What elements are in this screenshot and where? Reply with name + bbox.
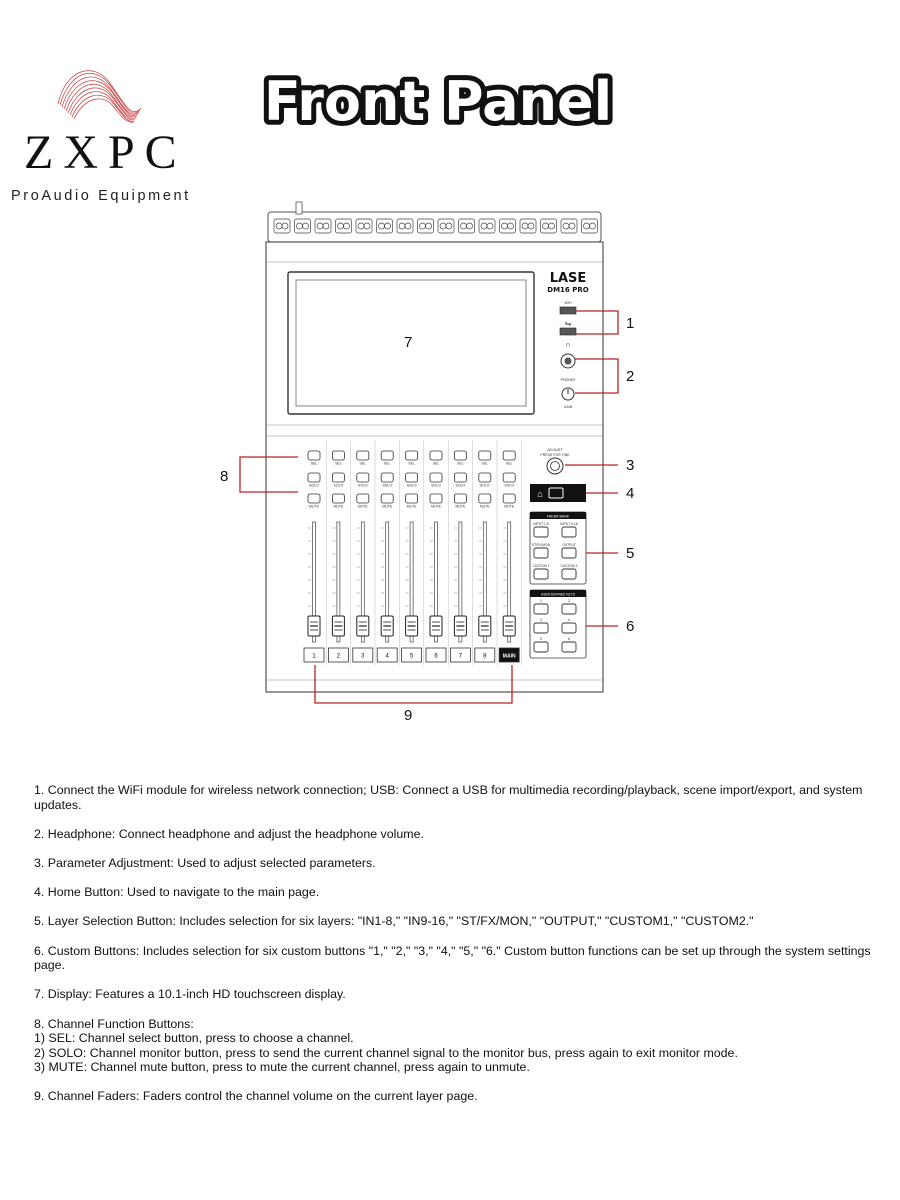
- channel-solo-label: SOLO: [406, 483, 417, 488]
- home-icon: ⌂: [537, 489, 543, 499]
- channel-sel-label: SEL: [359, 461, 367, 466]
- callout-3: 3: [626, 457, 635, 474]
- channel-fader-knob[interactable]: [406, 616, 418, 636]
- channel-fader-knob[interactable]: [454, 616, 466, 636]
- note-3: 3. Parameter Adjustment: Used to adjust selected parameters.: [34, 855, 376, 870]
- channel-mute-button[interactable]: [454, 494, 466, 503]
- channel-fader-knob[interactable]: [332, 616, 344, 636]
- channel-sel-label: SEL: [457, 461, 464, 466]
- callout-1: 1: [626, 315, 635, 332]
- channel-fader-knob[interactable]: [503, 616, 515, 636]
- rear-input-jack: [459, 219, 475, 233]
- channel-sel-button[interactable]: [454, 451, 466, 460]
- channel-mute-button[interactable]: [308, 494, 320, 503]
- usb-port[interactable]: [560, 328, 576, 335]
- channel-mute-button[interactable]: [332, 494, 344, 503]
- channel-solo-button[interactable]: [430, 473, 442, 482]
- wifi-label: WiFi: [564, 301, 572, 305]
- channel-solo-label: SOLO: [333, 483, 344, 488]
- rear-input-jack: [418, 219, 434, 233]
- callout-4: 4: [626, 485, 635, 502]
- channel-mute-button[interactable]: [479, 494, 491, 503]
- user-key-button[interactable]: [562, 623, 576, 633]
- layer-button[interactable]: [562, 569, 576, 579]
- channel-mute-button[interactable]: [503, 494, 515, 503]
- channel-sel-button[interactable]: [308, 451, 320, 460]
- note-1: 1. Connect the WiFi module for wireless network connection; USB: Connect a USB for multimedia recording/playback, scene import/export, and system updates.: [34, 783, 863, 812]
- rear-input-jack: [561, 219, 577, 233]
- channel-sel-button[interactable]: [381, 451, 393, 460]
- user-key-label: 2: [568, 599, 570, 603]
- note-6: 6. Custom Buttons: Includes selection for six custom buttons "1," "2," "3," "4," "5," "6." Custom button functions can be set up through the system settings page.: [34, 943, 871, 973]
- channel-number-label: 8: [483, 653, 487, 660]
- mixer-diagram: [200, 195, 680, 740]
- channel-mute-label: MUTE: [333, 504, 344, 509]
- layer-button[interactable]: [534, 569, 548, 579]
- channel-solo-label: SOLO: [479, 483, 490, 488]
- channel-fader-knob[interactable]: [357, 616, 369, 636]
- rear-input-jack: [377, 219, 393, 233]
- user-key-button[interactable]: [562, 604, 576, 614]
- channel-mute-button[interactable]: [406, 494, 418, 503]
- channel-fader-knob[interactable]: [381, 616, 393, 636]
- layer-button-label: CUSTOM 2: [560, 564, 578, 568]
- channel-number-label: 2: [336, 653, 341, 660]
- channel-number-label: MAIN: [502, 653, 516, 660]
- layer-button-label: CUSTOM 1: [532, 564, 550, 568]
- channel-mute-label: MUTE: [406, 504, 417, 509]
- description-notes: [34, 783, 884, 1119]
- channel-solo-button[interactable]: [332, 473, 344, 482]
- note-line: 8. Channel Function Buttons:: [34, 1016, 194, 1031]
- user-key-label: 5: [540, 637, 542, 641]
- user-key-label: 4: [568, 618, 570, 622]
- panel-brand: LASE: [549, 271, 587, 286]
- user-key-button[interactable]: [562, 642, 576, 652]
- channel-solo-label: SOLO: [382, 483, 393, 488]
- layer-button[interactable]: [534, 527, 548, 537]
- channel-solo-button[interactable]: [479, 473, 491, 482]
- channel-sel-button[interactable]: [406, 451, 418, 460]
- rear-input-jack: [295, 219, 311, 233]
- brand-swoosh-graphic: [58, 71, 141, 123]
- rear-input-jack: [274, 219, 290, 233]
- channel-fader-knob[interactable]: [308, 616, 320, 636]
- channel-number-label: 5: [409, 653, 414, 660]
- callout-6: 6: [626, 618, 635, 635]
- channel-sel-label: SEL: [408, 461, 415, 466]
- channel-mute-label: MUTE: [431, 504, 441, 509]
- channel-fader-knob[interactable]: [479, 616, 491, 636]
- user-key-label: 1: [540, 599, 542, 603]
- callout-9: 9: [404, 707, 413, 724]
- channel-mute-label: MUTE: [309, 504, 319, 509]
- channel-mute-label: MUTE: [504, 504, 515, 509]
- rear-input-jack: [315, 219, 331, 233]
- channel-number-label: 6: [434, 653, 438, 660]
- rear-input-jack: [397, 219, 413, 233]
- channel-solo-button[interactable]: [357, 473, 369, 482]
- channel-mute-button[interactable]: [430, 494, 442, 503]
- channel-mute-label: MUTE: [382, 504, 393, 509]
- layer-button[interactable]: [534, 548, 548, 558]
- adjust-sub-label: PRESS FOR FINE: [540, 453, 570, 457]
- channel-sel-label: SEL: [310, 461, 318, 466]
- callout-8: 8: [220, 468, 229, 485]
- layer-button-label: INPUT 1-8: [533, 522, 549, 526]
- channel-solo-button[interactable]: [406, 473, 418, 482]
- gain-label: GAIN: [563, 405, 573, 409]
- rear-input-jack: [479, 219, 495, 233]
- page-title: [248, 62, 628, 142]
- note-line: 1) SEL: Channel select button, press to choose a channel.: [34, 1031, 354, 1046]
- user-key-button[interactable]: [534, 642, 548, 652]
- callout-7: 7: [404, 334, 413, 351]
- usb-icon: ⇋: [564, 319, 572, 328]
- channel-number-label: 3: [361, 653, 365, 660]
- rear-input-jack: [520, 219, 536, 233]
- rear-input-jack: [336, 219, 352, 233]
- brand-logo: [0, 60, 230, 210]
- channel-sel-button[interactable]: [503, 451, 515, 460]
- layer-button-label: OUTPUT: [562, 543, 576, 547]
- note-4: 4. Home Button: Used to navigate to the main page.: [34, 885, 320, 900]
- wifi-port[interactable]: [560, 307, 576, 314]
- note-9: 9. Channel Faders: Faders control the channel volume on the current layer page.: [34, 1089, 478, 1104]
- channel-sel-button[interactable]: [332, 451, 344, 460]
- layers-label: FADER BANK: [546, 514, 570, 519]
- layer-button-label: ST/FX/MON: [532, 543, 550, 547]
- rear-connector-row: [268, 202, 601, 242]
- channel-number-label: 4: [385, 653, 389, 660]
- channel-sel-button[interactable]: [357, 451, 369, 460]
- layer-button-label: INPUT 9-16: [560, 522, 578, 526]
- note-8: [34, 1017, 884, 1075]
- channel-sel-label: SEL: [505, 461, 513, 466]
- note-7: 7. Display: Features a 10.1-inch HD touchscreen display.: [34, 987, 346, 1002]
- channel-mute-button[interactable]: [381, 494, 393, 503]
- headphone-icon: ∩: [565, 340, 571, 349]
- rear-input-jack: [500, 219, 516, 233]
- channel-fader-knob[interactable]: [430, 616, 442, 636]
- rear-input-jack: [582, 219, 598, 233]
- layer-button[interactable]: [562, 527, 576, 537]
- channel-sel-button[interactable]: [430, 451, 442, 460]
- phones-label: PHONES: [560, 378, 576, 382]
- layer-button[interactable]: [562, 548, 576, 558]
- brand-tagline: ProAudio Equipment: [11, 188, 191, 204]
- rear-input-jack: [356, 219, 372, 233]
- channel-mute-label: MUTE: [357, 504, 368, 509]
- channel-sel-label: SEL: [481, 461, 489, 466]
- user-key-button[interactable]: [534, 623, 548, 633]
- channel-solo-button[interactable]: [503, 473, 515, 482]
- channel-solo-button[interactable]: [381, 473, 393, 482]
- channel-sel-label: SEL: [383, 461, 391, 466]
- note-line: 3) MUTE: Channel mute button, press to mute the current channel, press again to unmute.: [34, 1060, 530, 1075]
- note-2: 2. Headphone: Connect headphone and adjust the headphone volume.: [34, 826, 424, 841]
- channel-mute-label: MUTE: [455, 504, 466, 509]
- channel-solo-button[interactable]: [308, 473, 320, 482]
- channel-mute-button[interactable]: [357, 494, 369, 503]
- channel-solo-label: SOLO: [309, 483, 319, 488]
- channel-sel-button[interactable]: [479, 451, 491, 460]
- channel-solo-label: SOLO: [357, 483, 368, 488]
- channel-mute-label: MUTE: [479, 504, 490, 509]
- adjust-label: ADJUST: [547, 447, 563, 452]
- callout-2: 2: [626, 368, 635, 385]
- channel-solo-button[interactable]: [454, 473, 466, 482]
- channel-number-label: 1: [312, 653, 316, 660]
- user-key-label: 6: [568, 637, 570, 641]
- user-keys-label: USER DEFINED KEYS: [540, 592, 576, 597]
- note-line: 2) SOLO: Channel monitor button, press to send the current channel signal to the monitor bus, press again to exit monitor mode.: [34, 1045, 738, 1060]
- rear-input-jack: [541, 219, 557, 233]
- panel-model: DM16 PRO: [547, 286, 589, 294]
- note-5: 5. Layer Selection Button: Includes selection for six layers: "IN1-8," "IN9-16," "ST/FX/MON," "OUTPUT," "CUSTOM1," "CUSTOM2.": [34, 914, 754, 929]
- channel-sel-label: SEL: [432, 461, 440, 466]
- rear-input-jack: [438, 219, 454, 233]
- channel-sel-label: SEL: [335, 461, 342, 466]
- channel-solo-label: SOLO: [504, 483, 515, 488]
- channel-number-label: 7: [458, 653, 463, 660]
- user-key-label: 3: [540, 618, 542, 622]
- brand-name: ZXPC: [24, 126, 187, 179]
- channel-solo-label: SOLO: [455, 483, 466, 488]
- user-key-button[interactable]: [534, 604, 548, 614]
- page-title-text: Front Panel: [263, 70, 613, 133]
- callout-5: 5: [626, 545, 635, 562]
- channel-solo-label: SOLO: [431, 483, 441, 488]
